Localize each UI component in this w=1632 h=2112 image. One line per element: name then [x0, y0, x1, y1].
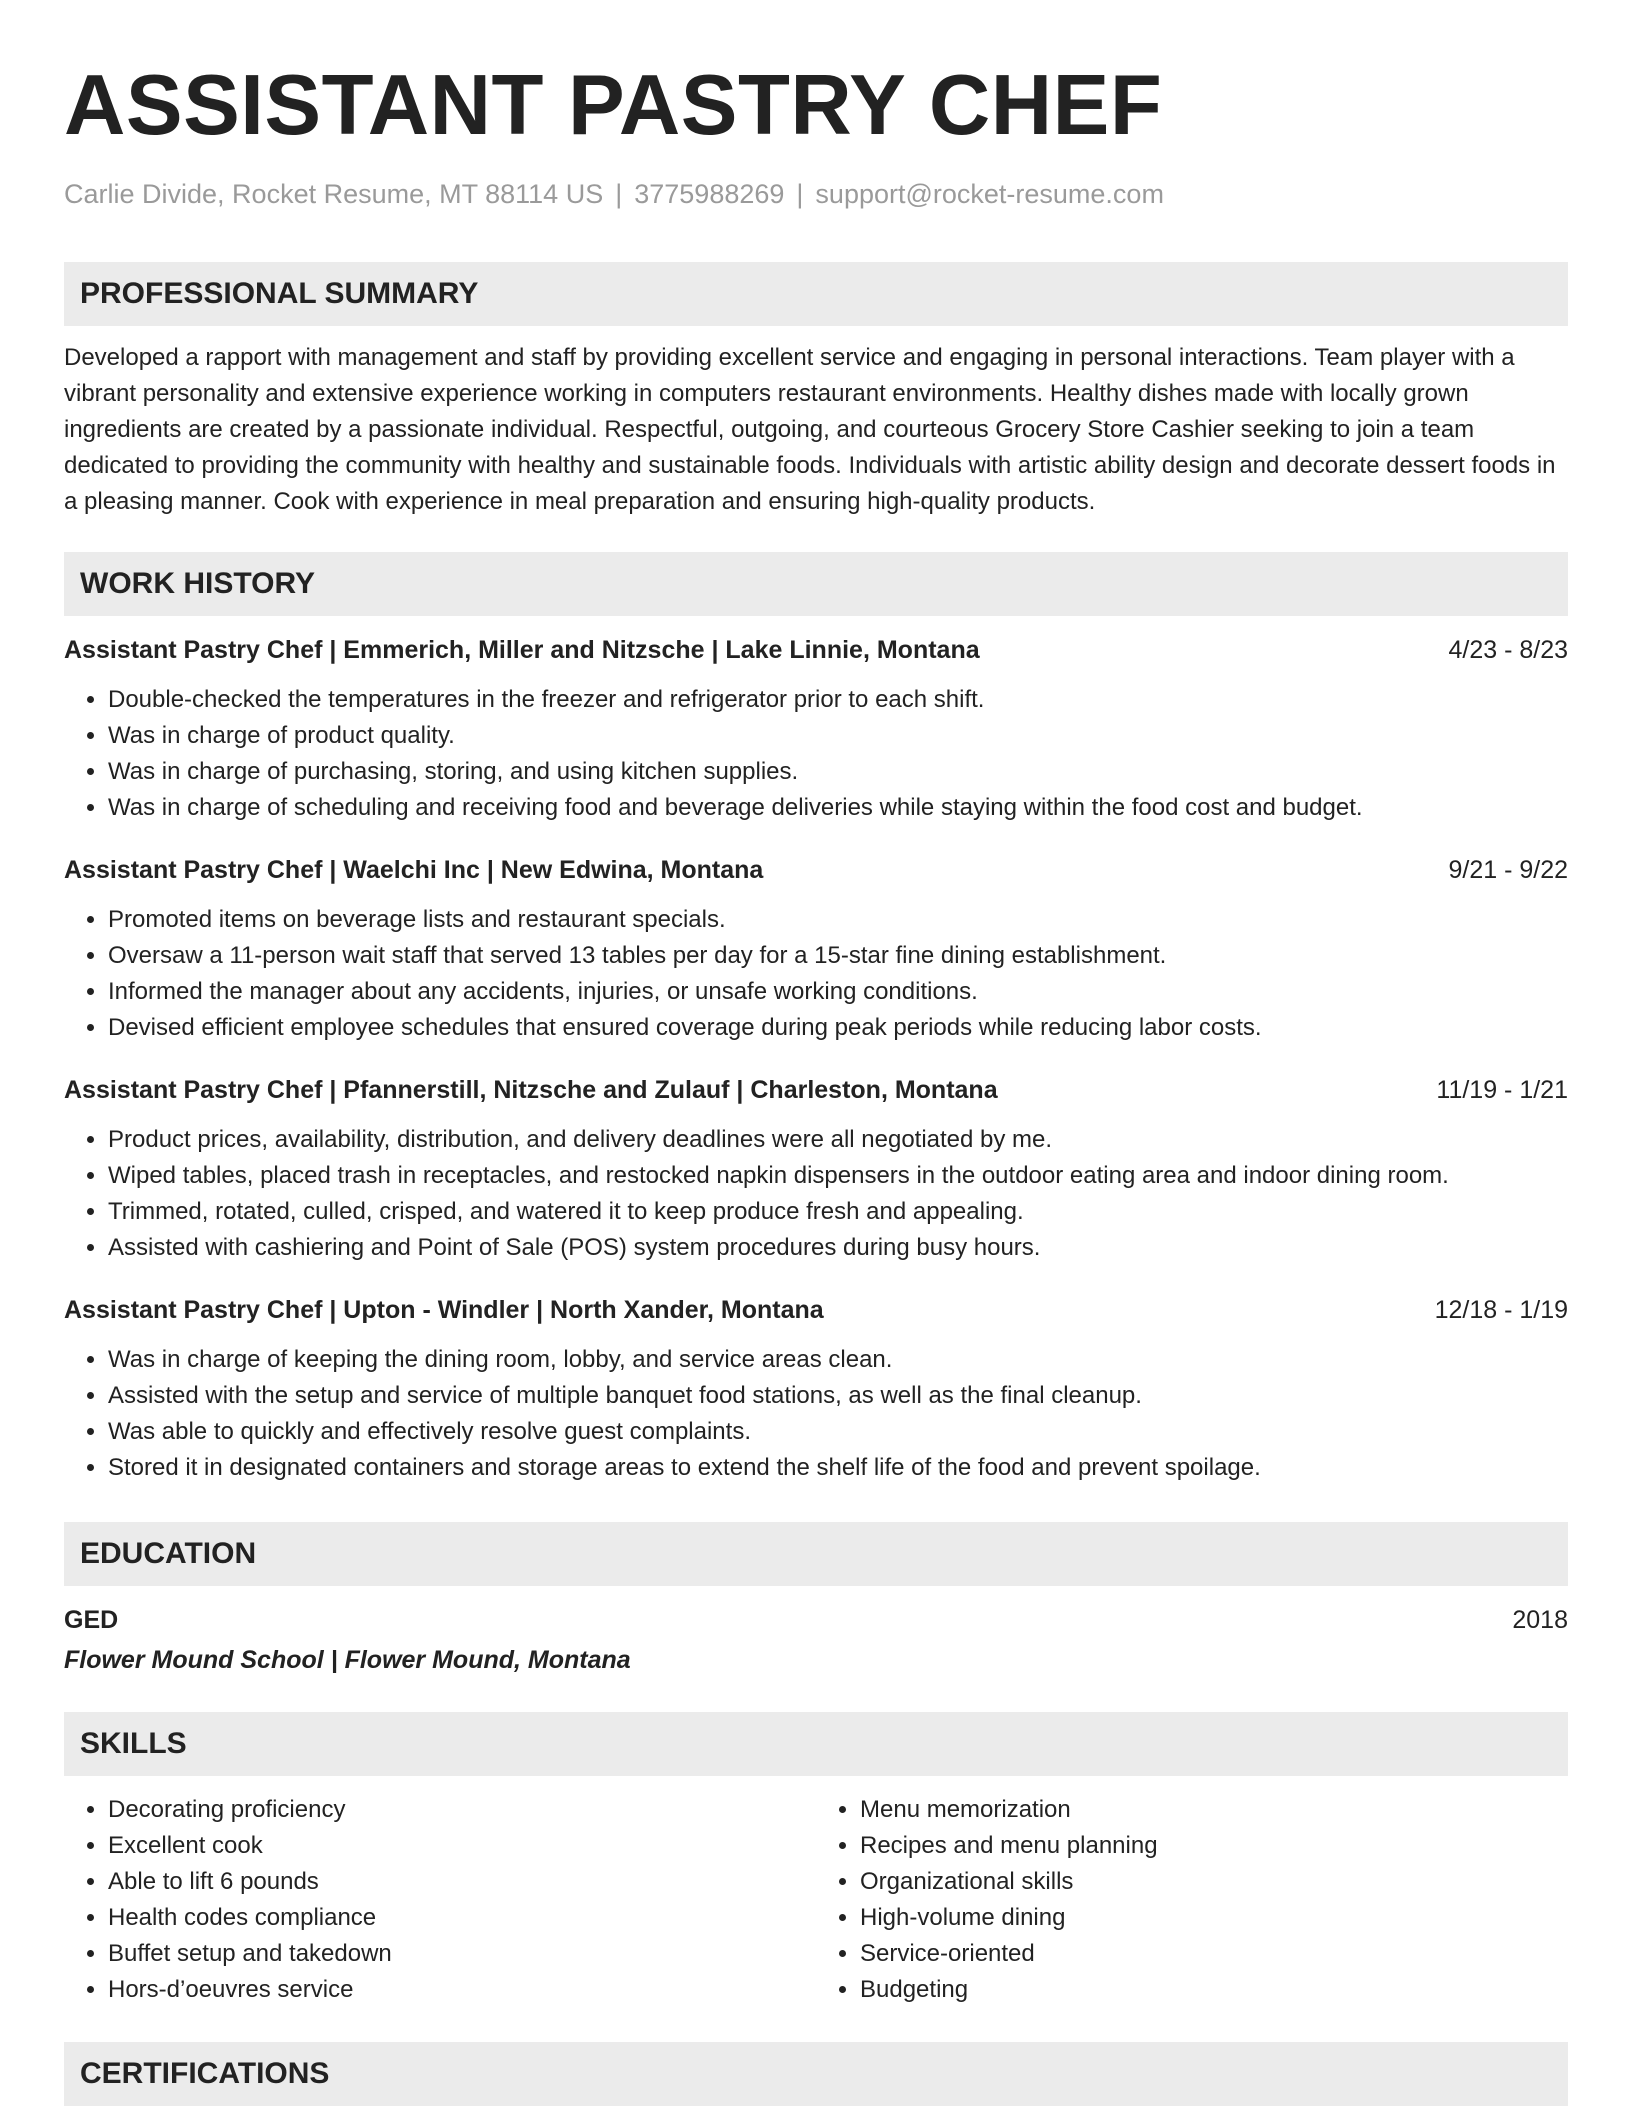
skill-item: • Excellent cook	[108, 1828, 816, 1864]
education-school: Flower Mound School | Flower Mound, Montana	[64, 1646, 631, 1674]
job-entry	[64, 1072, 1568, 1266]
job-title: Assistant Pastry Chef | Upton - Windler | North Xander, Montana	[64, 1296, 824, 1324]
job-bullet: • Promoted items on beverage lists and restaurant specials.	[108, 902, 1568, 938]
job-entry	[64, 1292, 1568, 1486]
education-year: 2018	[1512, 1606, 1568, 1634]
contact-separator: |	[615, 179, 623, 209]
job-title-row	[64, 632, 1568, 668]
skill-item: • Organizational skills	[860, 1864, 1568, 1900]
job-title: Assistant Pastry Chef | Waelchi Inc | New Edwina, Montana	[64, 856, 764, 884]
skill-item: • Recipes and menu planning	[860, 1828, 1568, 1864]
job-bullet: • Oversaw a 11-person wait staff that served 13 tables per day for a 15-star fine dining establishment.	[108, 938, 1568, 974]
resume-name: ASSISTANT PASTRY CHEF	[64, 58, 1163, 153]
contact-email: support@rocket-resume.com	[815, 179, 1164, 209]
job-dates: 4/23 - 8/23	[1448, 636, 1568, 664]
skill-item: • Buffet setup and takedown	[108, 1936, 816, 1972]
job-title-row	[64, 852, 1568, 888]
job-entry	[64, 632, 1568, 826]
job-bullet: • Stored it in designated containers and storage areas to extend the shelf life of the food and prevent spoilage.	[108, 1450, 1568, 1486]
job-bullet: • Was in charge of keeping the dining room, lobby, and service areas clean.	[108, 1342, 1568, 1378]
job-bullet: • Double-checked the temperatures in the freezer and refrigerator prior to each shift.	[108, 682, 1568, 718]
job-bullet: • Product prices, availability, distribution, and delivery deadlines were all negotiated by me.	[108, 1122, 1568, 1158]
job-bullets	[64, 902, 1568, 1046]
job-entry	[64, 852, 1568, 1046]
job-title: Assistant Pastry Chef | Pfannerstill, Nitzsche and Zulauf | Charleston, Montana	[64, 1076, 998, 1104]
job-bullet: • Was in charge of scheduling and receiving food and beverage deliveries while staying within the food cost and budget.	[108, 790, 1568, 826]
section-header-work-history: WORK HISTORY	[64, 552, 1568, 616]
section-header-education: EDUCATION	[64, 1522, 1568, 1586]
contact-address: Carlie Divide, Rocket Resume, MT 88114 US	[64, 179, 604, 209]
skills-list-right	[816, 1792, 1568, 2008]
education-degree: GED	[64, 1606, 119, 1634]
job-title-row	[64, 1072, 1568, 1108]
job-bullet: • Assisted with the setup and service of multiple banquet food stations, as well as the final cleanup.	[108, 1378, 1568, 1414]
job-bullet: • Informed the manager about any accidents, injuries, or unsafe working conditions.	[108, 974, 1568, 1010]
section-header-summary: PROFESSIONAL SUMMARY	[64, 262, 1568, 326]
job-bullet: • Was in charge of product quality.	[108, 718, 1568, 754]
job-bullet: • Assisted with cashiering and Point of Sale (POS) system procedures during busy hours.	[108, 1230, 1568, 1266]
job-dates: 11/19 - 1/21	[1436, 1076, 1568, 1104]
skills-columns	[64, 1792, 1568, 2008]
skill-item: • Health codes compliance	[108, 1900, 816, 1936]
skill-item: • Able to lift 6 pounds	[108, 1864, 816, 1900]
job-bullets	[64, 1122, 1568, 1266]
contact-separator: |	[796, 179, 804, 209]
job-dates: 9/21 - 9/22	[1448, 856, 1568, 884]
job-bullets	[64, 1342, 1568, 1486]
skill-item: • Decorating proficiency	[108, 1792, 816, 1828]
job-bullet: • Was able to quickly and effectively resolve guest complaints.	[108, 1414, 1568, 1450]
education-row	[64, 1602, 1568, 1638]
section-header-skills: SKILLS	[64, 1712, 1568, 1776]
skills-list-left	[64, 1792, 816, 2008]
job-title: Assistant Pastry Chef | Emmerich, Miller and Nitzsche | Lake Linnie, Montana	[64, 636, 980, 664]
contact-phone: 3775988269	[634, 179, 785, 209]
section-header-certifications: CERTIFICATIONS	[64, 2042, 1568, 2106]
job-bullet: • Trimmed, rotated, culled, crisped, and watered it to keep produce fresh and appealing.	[108, 1194, 1568, 1230]
job-bullets	[64, 682, 1568, 826]
contact-line	[64, 176, 1568, 212]
skill-item: • High-volume dining	[860, 1900, 1568, 1936]
job-bullet: • Devised efficient employee schedules that ensured coverage during peak periods while reducing labor costs.	[108, 1010, 1568, 1046]
skill-item: • Service-oriented	[860, 1936, 1568, 1972]
skill-item: • Budgeting	[860, 1972, 1568, 2008]
skill-item: • Hors-d’oeuvres service	[108, 1972, 816, 2008]
job-title-row	[64, 1292, 1568, 1328]
job-bullet: • Wiped tables, placed trash in receptacles, and restocked napkin dispensers in the outdoor eating area and indoor dining room.	[108, 1158, 1568, 1194]
job-bullet: • Was in charge of purchasing, storing, and using kitchen supplies.	[108, 754, 1568, 790]
job-dates: 12/18 - 1/19	[1434, 1296, 1568, 1324]
skill-item: • Menu memorization	[860, 1792, 1568, 1828]
summary-text: Developed a rapport with management and staff by providing excellent service and engaging in personal interactions. Team player with a vibrant personality and extensive experience working in computers restaurant environments. Healthy dishes made with locally grown ingredients are created by a passionate individual. Respectful, outgoing, and courteous Grocery Store Cashier seeking to join a team dedicated to providing the community with healthy and sustainable foods. Individuals with artistic ability design and decorate dessert foods in a pleasing manner. Cook with experience in meal preparation and ensuring high-quality products.	[64, 344, 1556, 515]
